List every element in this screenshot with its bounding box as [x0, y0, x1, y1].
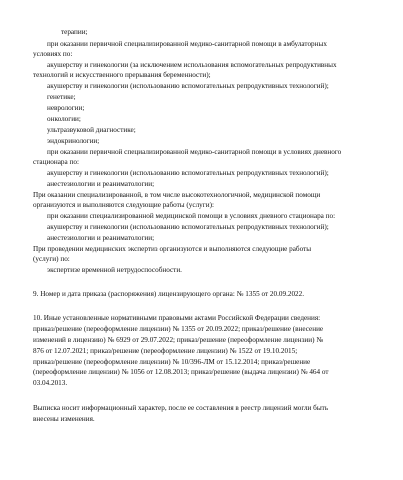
text-line: условиях по: — [33, 50, 73, 58]
text-line: неврологии; — [47, 104, 85, 112]
text-line: акушерству и гинекологии (использованию вспомогательных репродуктивных технологий); — [47, 82, 329, 90]
text-line: эндокринологии; — [47, 137, 100, 145]
text-line: при оказании специализированной медицинской помощи в условиях дневного стационара по: — [47, 212, 336, 220]
section-heading: 10. Иные установленные нормативными правовыми актами Российской Федерации сведения: — [33, 314, 321, 322]
text-line: изменений в лицензию) № 6929 от 29.07.2022; приказ/решение (переоформление лицензии) № — [33, 336, 324, 344]
text-line: 876 от 12.07.2021; приказ/решение (переоформление лицензии) № 1522 от 19.10.2015; — [33, 347, 298, 355]
text-line: технологий и искусственного прерывания беременности); — [33, 71, 211, 79]
text-line: организуются и выполняются следующие работы (услуги): — [33, 201, 214, 209]
text-line: онкологии; — [47, 115, 81, 123]
text-line: генетике; — [47, 93, 76, 101]
text-line: стационара по: — [33, 158, 79, 166]
text-line: 03.04.2013. — [33, 379, 68, 387]
text-line: При оказании специализированной, в том числе высокотехнологичной, медицинской помощи — [33, 191, 321, 199]
text-line: акушерству и гинекологии (за исключением использования вспомогательных репродуктивных — [47, 61, 337, 69]
license-order-line: 9. Номер и дата приказа (распоряжения) лицензирующего органа: № 1355 от 20.09.2022. — [33, 290, 305, 298]
text-line: (переоформление лицензии) № 1056 от 12.08.2013; приказ/решение (выдача лицензии) № 464 от — [33, 368, 329, 376]
text-line: терапии; — [61, 28, 88, 36]
text-line: при оказании первичной специализированной медико-санитарной помощи в амбулаторных — [47, 40, 327, 48]
text-line: приказ/решение (переоформление лицензии) № 10/396-ЛМ от 15.12.2014; приказ/решение — [33, 358, 311, 366]
text-line: анестезиологии и реаниматологии; — [47, 234, 155, 242]
text-line: анестезиологии и реаниматологии; — [47, 180, 155, 188]
text-line: ультразвуковой диагностике; — [47, 126, 136, 134]
disclaimer-line: внесены изменения. — [33, 415, 95, 423]
text-line: акушерству и гинекологии (использованию вспомогательных репродуктивных технологий); — [47, 169, 329, 177]
text-line: При проведении медицинских экспертиз организуются и выполняются следующие работы — [33, 245, 312, 253]
text-line: акушерству и гинекологии (использованию вспомогательных репродуктивных технологий); — [47, 223, 329, 231]
text-line: при оказании первичной специализированной медико-санитарной помощи в условиях дневного — [47, 148, 342, 156]
disclaimer-line: Выписка носит информационный характер, после ее составления в реестр лицензий могли быть — [33, 404, 329, 412]
text-line: приказ/решение (переоформление лицензии) № 1355 от 20.09.2022; приказ/решение (внесение — [33, 325, 324, 333]
text-line: (услуги) по: — [33, 255, 70, 263]
text-line: экспертизе временной нетрудоспособности. — [47, 266, 182, 274]
